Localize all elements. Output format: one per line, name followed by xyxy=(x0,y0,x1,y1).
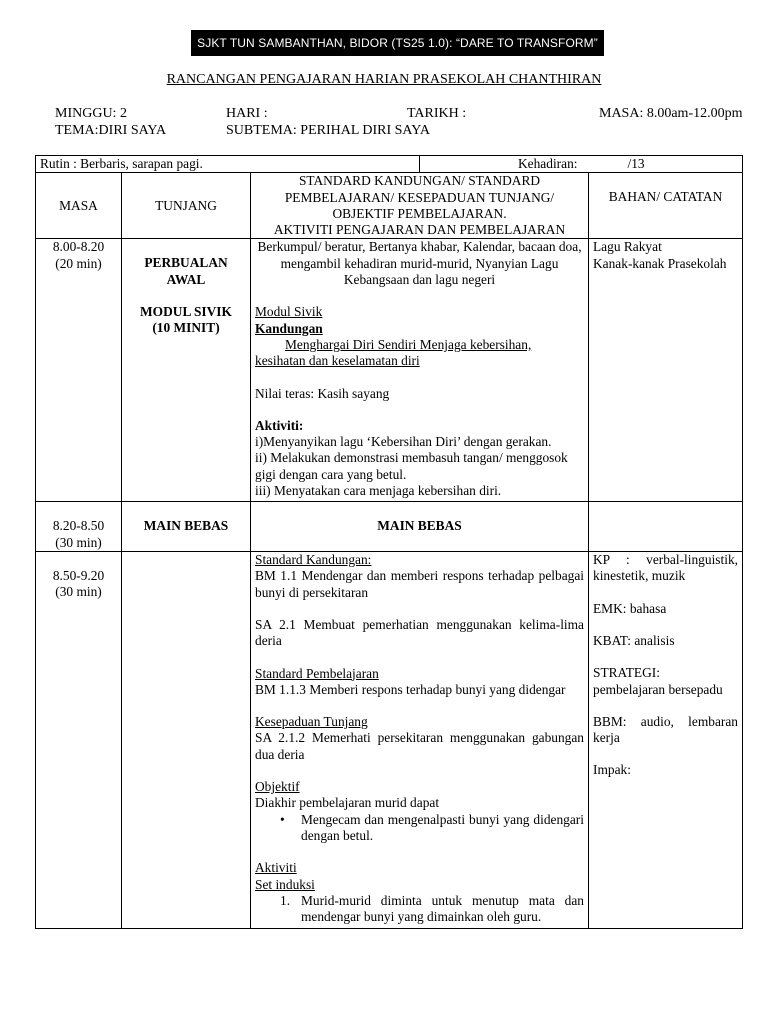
row3-masa-duration: (30 min) xyxy=(55,584,102,600)
kehadiran-cell xyxy=(420,156,743,173)
row3-set-induksi-text: Murid-murid diminta untuk menutup mata dan mendengar bunyi yang dimainkan oleh guru. xyxy=(301,892,584,925)
header-standard-line1: STANDARD KANDUNGAN/ STANDARD xyxy=(298,173,541,189)
row1-content xyxy=(251,239,589,502)
row2-masa-time: 8.20-8.50 xyxy=(52,518,105,534)
meta-tema: TEMA:DIRI SAYA xyxy=(55,123,167,138)
kehadiran-value: /13 xyxy=(627,156,645,171)
row3-masa xyxy=(36,552,122,929)
row-main-bebas xyxy=(36,502,743,552)
meta-hari: HARI : xyxy=(226,106,268,121)
row1-tunjang-l4: (10 MINIT) xyxy=(152,320,220,336)
rutin-row xyxy=(36,156,743,173)
rutin-text: Rutin : Berbaris, sarapan pagi. xyxy=(40,156,203,171)
header-standard-line2: PEMBELAJARAN/ KESEPADUAN TUNJANG/ xyxy=(284,189,555,205)
row1-aktiviti-2: ii) Melakukan demonstrasi membasuh tangan/ menggosok gigi dengan cara yang betul. xyxy=(255,450,568,482)
row1-aktiviti-label: Aktiviti: xyxy=(255,417,304,433)
meta-subtema: SUBTEMA: PERIHAL DIRI SAYA xyxy=(226,123,430,138)
row1-tunjang-l1: PERBUALAN xyxy=(144,255,228,271)
row3-sp1: BM 1.1.3 Memberi respons terhadap bunyi yang didengar xyxy=(255,681,566,697)
row3-sp-label: Standard Pembelajaran xyxy=(255,665,379,681)
row1-tunjang-l2: AWAL xyxy=(166,271,206,287)
row1-aktiviti-3: iii) Menyatakan cara menjaga kebersihan diri. xyxy=(255,483,502,499)
row1-aktiviti-1: i)Menyanyikan lagu ‘Kebersihan Diri’ dengan gerakan. xyxy=(255,434,552,450)
row1-masa xyxy=(36,239,122,502)
header-bahan xyxy=(589,173,743,239)
row1-tunjang xyxy=(122,239,251,502)
row3-sk-label: Standard Kandungan: xyxy=(255,552,372,568)
row1-kandungan: Kandungan xyxy=(255,320,323,336)
row3-emk: EMK: bahasa xyxy=(593,600,667,616)
row3-tunjang xyxy=(122,552,251,929)
header-masa xyxy=(36,173,122,239)
row1-masa-duration: (20 min) xyxy=(55,255,102,271)
row3-sk2: SA 2.1 Membuat pemerhatian menggunakan kelima-lima deria xyxy=(255,616,584,649)
lesson-plan-table xyxy=(35,155,743,929)
bullet-icon: • xyxy=(280,811,285,827)
row1-masa-time: 8.00-8.20 xyxy=(52,239,105,255)
row3-kp: KP : verbal-linguistik, kinestetik, muzik xyxy=(593,552,738,584)
row3-bahan xyxy=(589,552,743,929)
header-tunjang xyxy=(122,173,251,239)
row3-obj-bullet-item xyxy=(255,812,584,845)
row3-bbm: BBM: audio, lembaran kerja xyxy=(593,713,738,746)
row1-tunjang-l3: MODUL SIVIK xyxy=(140,304,232,320)
row1-bahan-l1: Lagu Rakyat xyxy=(593,239,662,255)
row3-masa-time: 8.50-9.20 xyxy=(52,568,105,584)
header-bahan-text: BAHAN/ CATATAN xyxy=(608,189,723,205)
row3-sk1: BM 1.1 Mendengar dan memberi respons terhadap pelbagai bunyi di persekitaran xyxy=(255,568,584,600)
meta-minggu: MINGGU: 2 xyxy=(55,106,127,121)
row3-obj-label: Objektif xyxy=(255,779,300,795)
row2-tunjang xyxy=(122,502,251,552)
header-standard-line4: AKTIVITI PENGAJARAN DAN PEMBELAJARAN xyxy=(273,222,566,238)
header-standard-line3: OBJEKTIF PEMBELAJARAN. xyxy=(332,205,507,221)
row2-bahan xyxy=(589,502,743,552)
page-title: RANCANGAN PENGAJARAN HARIAN PRASEKOLAH CHANTHIRAN xyxy=(166,72,602,87)
row1-nilai: Nilai teras: Kasih sayang xyxy=(255,385,390,401)
row1-intro: Berkumpul/ beratur, Bertanya khabar, Kalendar, bacaan doa, mengambil kehadiran murid-murid, Nyanyian Lagu Kebangsaan dan lagu negeri xyxy=(257,239,582,288)
row3-obj-bullet-text: Mengecam dan mengenalpasti bunyi yang didengari dengan betul. xyxy=(301,811,584,843)
row1-kandungan-text: Menghargai Diri Sendiri Menjaga kebersihan, kesihatan dan keselamatan diri xyxy=(255,336,532,369)
row3-set-induksi-item xyxy=(255,893,584,926)
row1-bahan xyxy=(589,239,743,502)
row3-kt-label: Kesepaduan Tunjang xyxy=(255,714,368,730)
header-masa-text: MASA xyxy=(59,197,98,213)
kehadiran-label: Kehadiran: xyxy=(518,156,578,171)
meta-tarikh: TARIKH : xyxy=(407,106,467,121)
row3-content xyxy=(251,552,589,929)
row2-tunjang-text: MAIN BEBAS xyxy=(143,518,229,534)
row2-content xyxy=(251,502,589,552)
row3-set-induksi-label: Set induksi xyxy=(255,876,315,892)
row3-kt1: SA 2.1.2 Memerhati persekitaran menggunakan gabungan dua deria xyxy=(255,730,584,762)
meta-masa: MASA: 8.00am-12.00pm xyxy=(599,106,743,121)
header-tunjang-text: TUNJANG xyxy=(155,197,217,213)
row3-aktiviti-label: Aktiviti xyxy=(255,860,297,876)
header-row xyxy=(36,173,743,239)
row1-bahan-l2: Kanak-kanak Prasekolah xyxy=(593,255,727,271)
row2-masa xyxy=(36,502,122,552)
row3-impak: Impak: xyxy=(593,762,631,778)
school-banner: SJKT TUN SAMBANTHAN, BIDOR (TS25 1.0): “DARE TO TRANSFORM” xyxy=(191,30,604,56)
row1-modul-sivik: Modul Sivik xyxy=(255,304,323,320)
header-standard xyxy=(251,173,589,239)
row3-strategi-l1: STRATEGI: xyxy=(593,665,660,681)
row-perbualan-awal xyxy=(36,239,743,502)
row-bahasa xyxy=(36,552,743,929)
row3-strategi-l2: pembelajaran bersepadu xyxy=(593,681,723,697)
row3-kbat: KBAT: analisis xyxy=(593,632,675,648)
rutin-cell xyxy=(36,156,420,173)
list-number: 1. xyxy=(280,892,291,908)
row2-content-text: MAIN BEBAS xyxy=(377,518,462,534)
row2-masa-duration: (30 min) xyxy=(55,534,102,550)
row3-obj1: Diakhir pembelajaran murid dapat xyxy=(255,795,440,811)
